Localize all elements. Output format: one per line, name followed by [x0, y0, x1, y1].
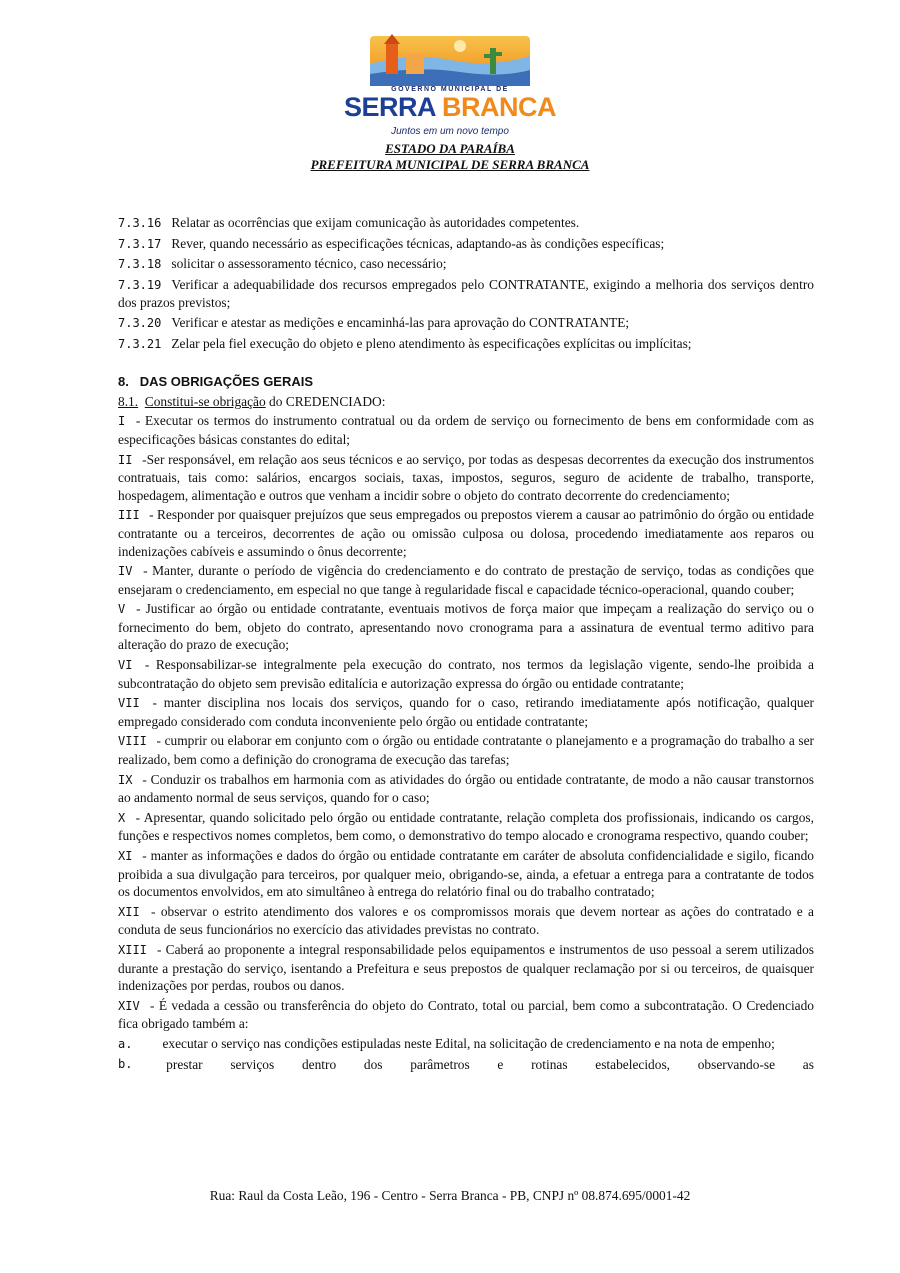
logo-gov-line: GOVERNO MUNICIPAL DE: [391, 86, 509, 93]
obligation-item: [118, 694, 814, 730]
obligation-item: [118, 600, 814, 654]
obligation-number: VIII: [118, 734, 147, 749]
letter-word: prestar: [166, 1056, 203, 1072]
letter-word: dos: [363, 1056, 383, 1072]
obligation-item: [118, 656, 814, 692]
obligation-text: - Executar os termos do instrumento contratual ou da ordem de serviço ou fornecimento de bens em conformidade com as especificações básicas constantes do edital;: [118, 413, 814, 447]
obligation-text: - Apresentar, quando solicitado pelo órgão ou entidade contratante, relação completa dos profissionais, indicando os cargos, funções e respectivos nomes completos, bem como, o demonstrativo do tempo alocado e cronograma respectivo, quando couber;: [118, 809, 814, 844]
letter-word: observando-se: [697, 1056, 776, 1072]
clause-number: 7.3.19: [118, 277, 162, 292]
obligation-text: - Caberá ao proponente a integral responsabilidade pelos equipamentos e instrumentos de uso pessoal a serem utilizados durante a prestação do serviço, isentando a Prefeitura e seus prepostos de qualquer reclamação por si ou terceiros, de quaisquer indenizações por perdas, roubos ou danos.: [118, 941, 814, 994]
page-footer-address: Rua: Raul da Costa Leão, 196 - Centro - Serra Branca - PB, CNPJ nº 08.874.695/0001-42: [209, 1188, 691, 1203]
letter-word: serviços: [230, 1056, 275, 1072]
obligation-text: - Justificar ao órgão ou entidade contratante, eventuais motivos de força maior que impeçam a realização do serviço ou o fornecimento do bem, objeto do contrato, apresentando novo cronograma para a assinatura de eventual termo aditivo para alteração do prazo de execução;: [118, 601, 814, 653]
obligation-item: [118, 903, 814, 939]
obligation-number: XI: [118, 849, 133, 863]
obligation-text: - observar o estrito atendimento dos valores e os compromissos morais que devem nortear as ações do contratado e a conduta de seus funcionários no exercício das atividades previstas no contrato.: [118, 903, 814, 938]
letter-word: rotinas: [531, 1056, 568, 1072]
obligation-item: [118, 562, 814, 598]
obligation-number: I: [118, 414, 126, 429]
letterhead: [0, 30, 900, 173]
subsection-text: do CREDENCIADO:: [265, 393, 386, 409]
obligation-number: XIV: [118, 998, 140, 1013]
clause-7-3-20: [118, 314, 814, 333]
obligation-number: IV: [118, 564, 133, 579]
obligation-number: XII: [118, 904, 140, 919]
letter-number: b.: [118, 1056, 133, 1071]
clause-number: 7.3.18: [118, 257, 162, 272]
clause-text: Rever, quando necessário as especificações técnicas, adaptando-as às condições específicas;: [171, 235, 665, 251]
clause-7-3-17: [118, 235, 814, 254]
obligation-text: - Responsabilizar-se integralmente pela execução do contrato, nos termos da legislação vigente, sendo-lhe proibida a subcontratação do objeto sem previsão editalícia e autorização expressa do órgão ou entidade contratante;: [118, 657, 814, 691]
clause-7-3-18: [118, 255, 814, 274]
clause-text: Verificar e atestar as medições e encaminhá-las para aprovação do CONTRATANTE;: [171, 314, 630, 330]
clause-7-3-21: [118, 335, 814, 354]
clause-7-3-16: [118, 214, 814, 233]
obligation-item: [118, 771, 814, 807]
brand-serra: SERRA: [343, 92, 435, 122]
logo-slogan: Juntos em um novo tempo: [391, 126, 509, 137]
clause-8-1: [118, 393, 814, 411]
state-title: ESTADO DA PARAÍBA: [385, 141, 515, 156]
city-skyline-emblem-icon: [340, 30, 560, 88]
obligation-item: [118, 506, 814, 560]
letter-number: a.: [118, 1036, 133, 1051]
obligation-number: V: [118, 602, 126, 617]
obligation-text: -Ser responsável, em relação aos seus técnicos e ao serviço, por todas as despesas decorrentes da execução dos instrumentos contratuais, tais como: salários, encargos sociais, taxas, impostos, seguros, seguro de acidente de trabalho, transporte, hospedagem, alimentação e outros que venham a incidir sobre o objeto do contrato decorrente do credenciamento;: [118, 451, 814, 503]
obligation-text: - manter disciplina nos locais dos serviços, quando for o caso, retirando imediatamente após notificação, qualquer empregado considerado com conduta inconveniente pelo órgão ou entidade contratante;: [118, 695, 814, 729]
clause-text: solicitar o assessoramento técnico, caso necessário;: [171, 256, 447, 272]
letter-item-a: [118, 1035, 814, 1054]
obligation-item: [118, 732, 814, 768]
obligation-number: X: [118, 810, 126, 825]
clause-number: 7.3.17: [118, 236, 162, 251]
document-body: [118, 214, 814, 1075]
clause-7-3-19: [118, 276, 814, 312]
obligation-text: - Responder por quaisquer prejuízos que seus empregados ou prepostos vierem a causar ao patrimônio do órgão ou entidade contratante ou a terceiros, decorrentes de ação ou omissão culposa ou dolosa, procedendo imediatamente aos reparos ou indenizações cabíveis e assumindo o ônus decorrente;: [118, 507, 814, 559]
clause-number: 7.3.20: [118, 315, 162, 330]
municipal-logo: [340, 30, 560, 140]
obligation-text: - É vedada a cessão ou transferência do objeto do Contrato, total ou parcial, bem como a subcontratação. O Credenciado fica obrigado também a:: [118, 997, 814, 1032]
obligation-number: III: [118, 508, 140, 523]
letter-text: executar o serviço nas condições estipuladas neste Edital, na solicitação de credenciamento e na nota de empenho;: [162, 1035, 775, 1051]
letter-word: parâmetros: [410, 1056, 470, 1072]
obligation-text: - manter as informações e dados do órgão ou entidade contratante em caráter de absoluta confidencialidade e sigilo, ficando proibida a sua divulgação para terceiros, por qualquer meio, obrigando-se, ainda, a efetuar a entrega para a contratante de todos os documentos envolvidos, em ato simultâneo à entrega do relatório final ou do trabalho contratado;: [118, 848, 814, 900]
section-8-heading: [118, 373, 814, 391]
obligation-item: [118, 451, 814, 505]
letter-word: dentro: [301, 1056, 337, 1072]
section-number: 8.: [118, 374, 129, 390]
obligation-number: VII: [118, 696, 140, 711]
subsection-underlined-text: Constitui-se obrigação: [144, 393, 266, 409]
letter-item-b: [118, 1056, 814, 1074]
obligation-item: [118, 941, 814, 995]
letter-word: e: [497, 1056, 504, 1072]
letter-word: as: [802, 1056, 814, 1072]
obligation-number: IX: [118, 772, 133, 787]
clause-number: 7.3.16: [118, 216, 162, 230]
subsection-number: 8.1.: [118, 393, 139, 409]
prefeitura-title: PREFEITURA MUNICIPAL DE SERRA BRANCA: [310, 157, 590, 172]
obligation-item: [118, 847, 814, 901]
obligation-item: [118, 809, 814, 845]
obligation-text: - Manter, durante o período de vigência do credenciamento e do contrato de prestação de serviço, todas as condições que ensejaram o credenciamento, em especial no que tange à regularidade fiscal e capacidade técnico-operacional, quando couber;: [118, 563, 814, 597]
obligation-item: [118, 412, 814, 448]
clause-text: Relatar as ocorrências que exijam comunicação às autoridades competentes.: [171, 215, 580, 230]
clause-number: 7.3.21: [118, 336, 162, 351]
clause-text: Verificar a adequabilidade dos recursos empregados pelo CONTRATANTE, exigindo a melhoria dos serviços dentro dos prazos previstos;: [118, 276, 814, 311]
obligation-text: - cumprir ou elaborar em conjunto com o órgão ou entidade contratante o planejamento e a programação do trabalho a ser realizado, bem como a definição do cronograma de execução das tarefas;: [118, 733, 814, 768]
brand-branca: BRANCA: [442, 92, 557, 122]
logo-brand-name: [340, 92, 560, 123]
letter-word: estabelecidos,: [595, 1056, 670, 1072]
obligation-number: XIII: [118, 942, 147, 957]
obligation-item: [118, 997, 814, 1033]
clause-text: Zelar pela fiel execução do objeto e pleno atendimento às especificações explícitas ou implícitas;: [171, 335, 692, 351]
obligation-number: II: [118, 452, 133, 467]
obligation-number: VI: [118, 658, 133, 673]
section-title: DAS OBRIGAÇÕES GERAIS: [139, 374, 314, 390]
obligation-text: - Conduzir os trabalhos em harmonia com as atividades do órgão ou entidade contratante, de modo a não causar transtornos ao andamento normal de seus serviços, quando for o caso;: [118, 771, 814, 806]
